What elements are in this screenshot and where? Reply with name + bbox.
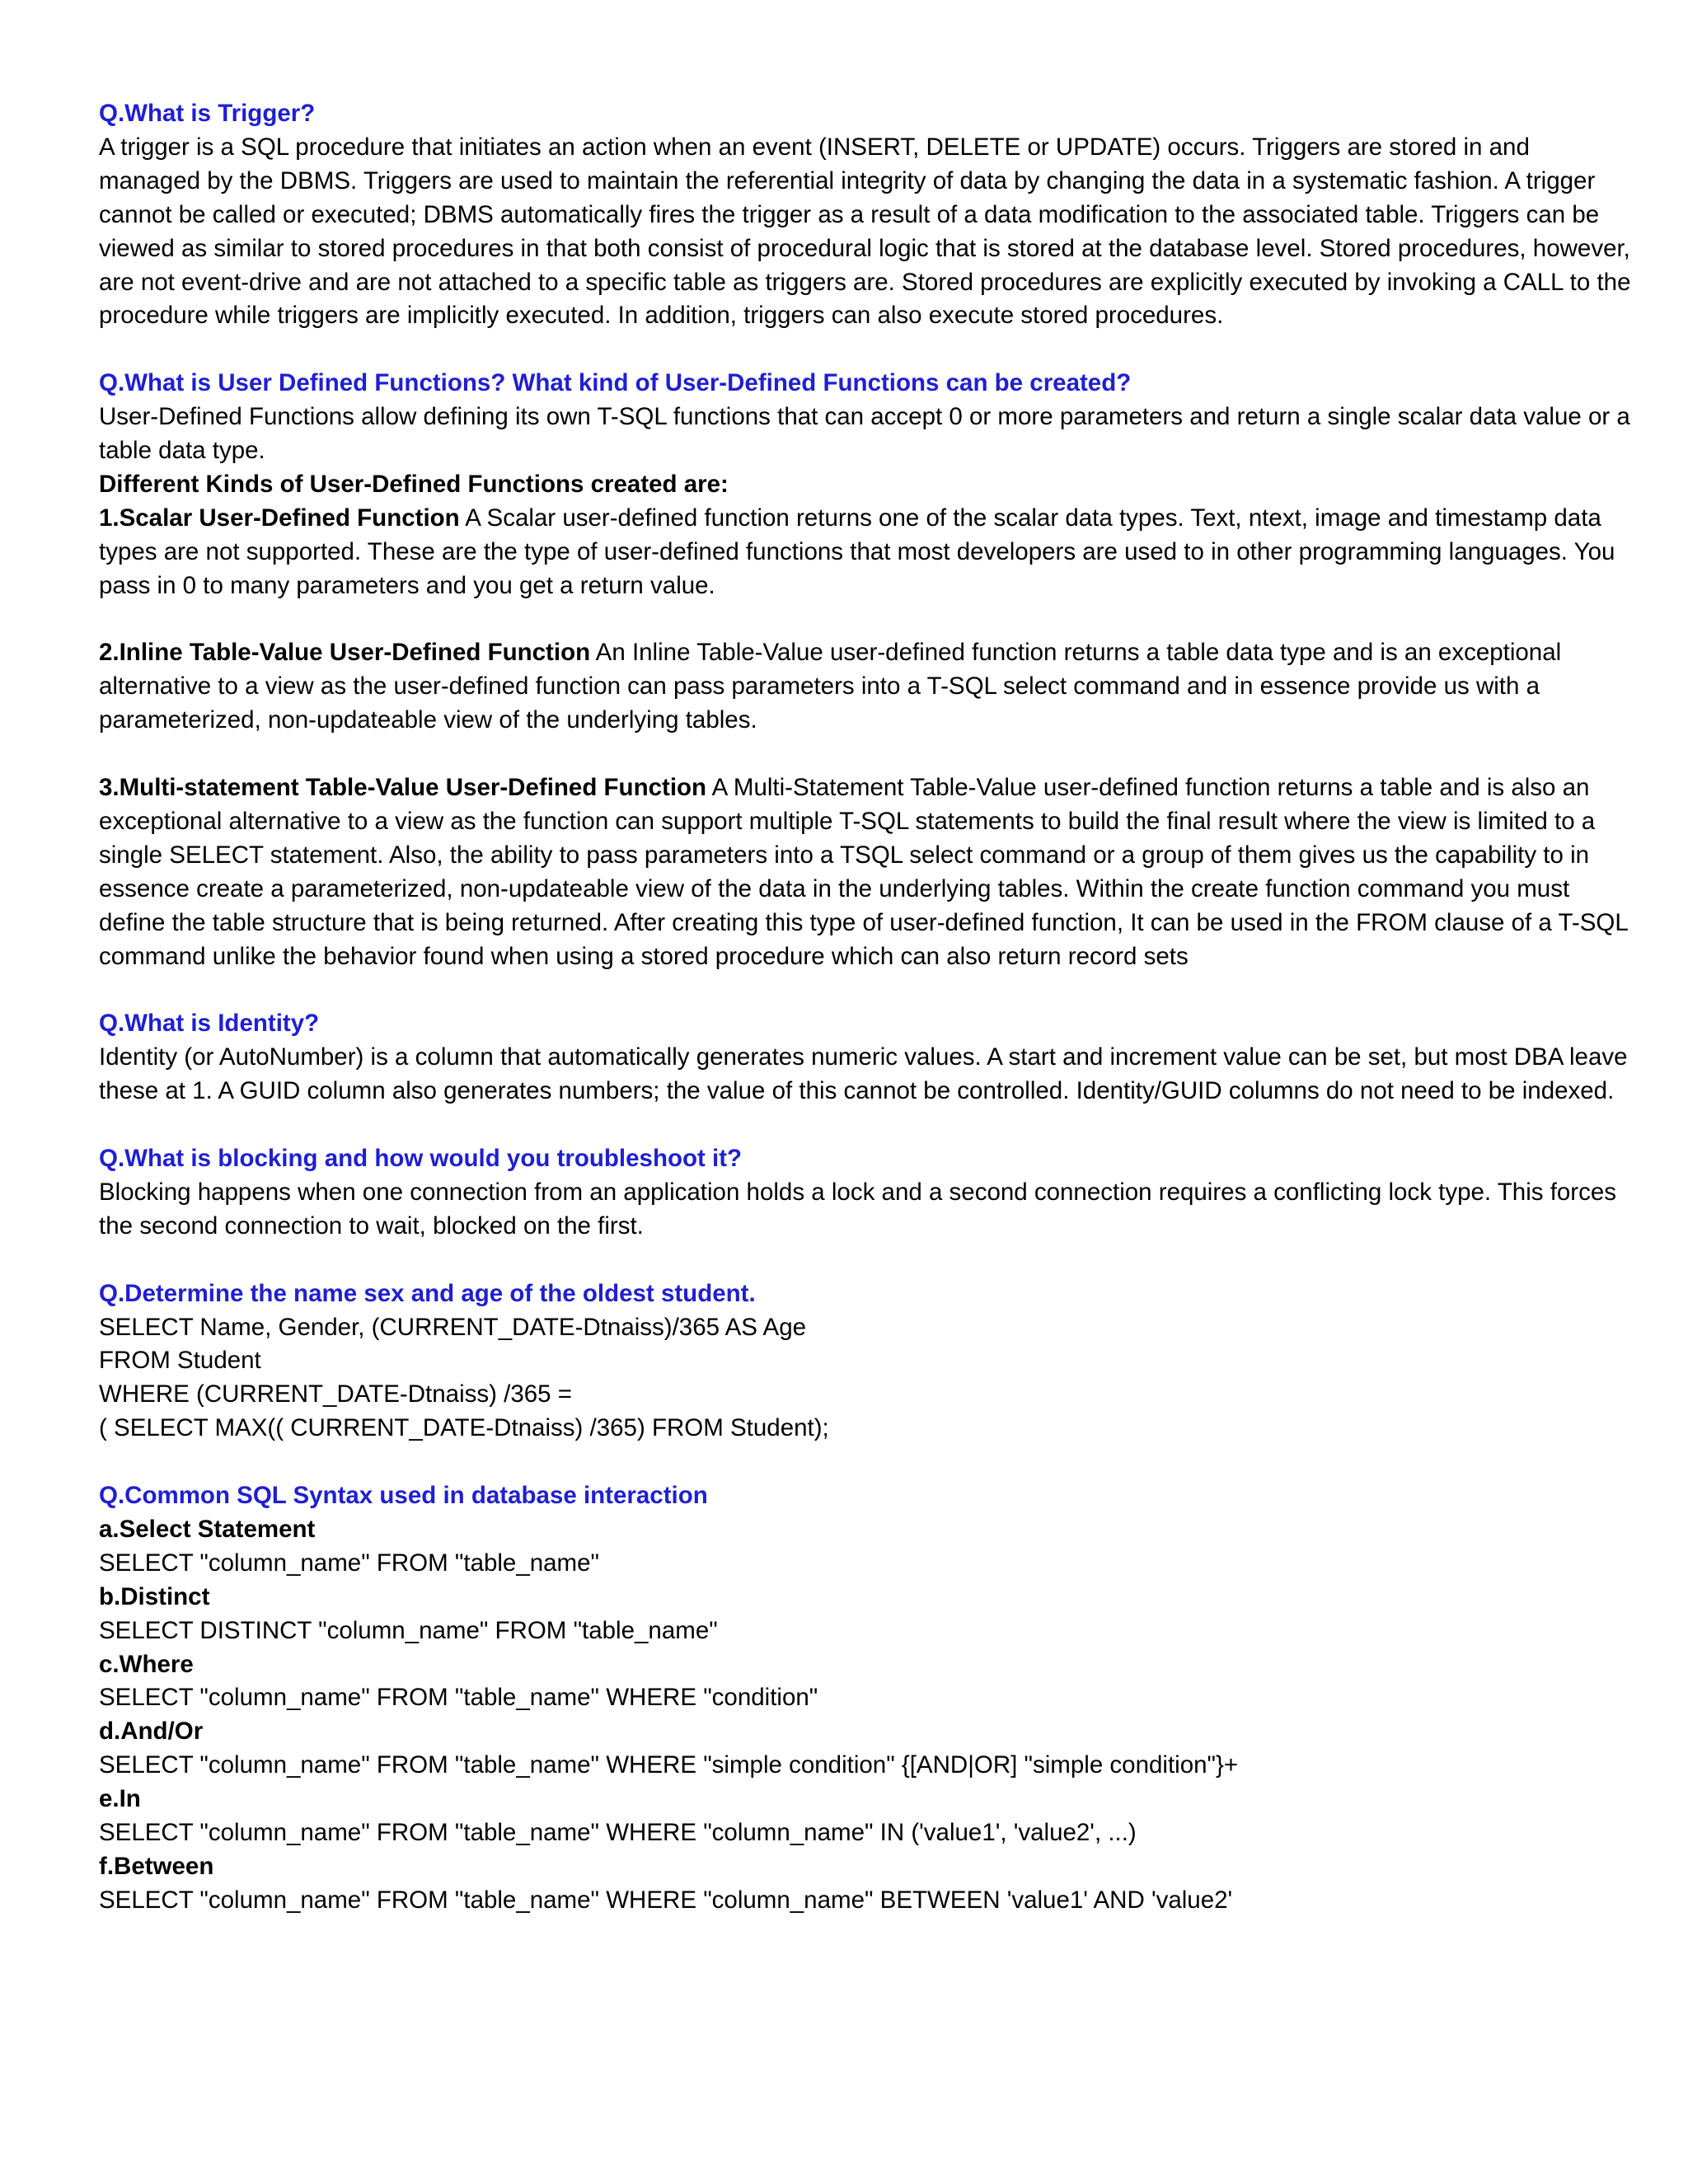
trigger-question: Q.What is Trigger? [99, 100, 316, 127]
sql-line: ( SELECT MAX(( CURRENT_DATE-Dtnaiss) /365) FROM Student); [99, 1414, 829, 1442]
spacer [99, 738, 1632, 771]
spacer [99, 974, 1632, 1008]
syntax-label: a.Select Statement [99, 1515, 316, 1543]
syntax-code: SELECT DISTINCT "column_name" FROM "table_name" [99, 1616, 718, 1644]
udf-kind-text: A Multi-Statement Table-Value user-defined function returns a table and is also an exceptional alternative to a view as the function can support multiple T-SQL statements to build the final result where the view is limited to a single SELECT statement. Also, the ability to pass parameters into a TSQL select command or a group of them gives us the capability to in essence create a parameterized, non-updateable view of the data in the underlying tables. Within the create function command you must define the table structure that is being returned. After creating this type of user-defined function, It can be used in the FROM clause of a T-SQL command unlike the behavior found when using a stored procedure which can also return record sets [99, 774, 1628, 970]
sql-line: WHERE (CURRENT_DATE-Dtnaiss) /365 = [99, 1380, 572, 1408]
syntax-code: SELECT "column_name" FROM "table_name" WHERE "simple condition" {[AND|OR] "simple condition"}+ [99, 1751, 1239, 1779]
udf-question: Q.What is User Defined Functions? What kind of User-Defined Functions can be created? [99, 369, 1132, 397]
udf-kind-title: 1.Scalar User-Defined Function [99, 504, 460, 532]
syntax-label: f.Between [99, 1853, 214, 1881]
udf-kind-scalar [99, 502, 1632, 603]
spacer [99, 603, 1632, 637]
sql-syntax-question: Q.Common SQL Syntax used in database interaction [99, 1482, 708, 1510]
syntax-label: c.Where [99, 1650, 194, 1678]
udf-kinds-heading: Different Kinds of User-Defined Functions created are: [99, 470, 729, 498]
syntax-label: b.Distinct [99, 1582, 210, 1610]
oldest-student-question: Q.Determine the name sex and age of the oldest student. [99, 1279, 756, 1307]
syntax-code: SELECT "column_name" FROM "table_name" WHERE "column_name" IN ('value1', 'value2', ...) [99, 1819, 1137, 1847]
spacer [99, 1108, 1632, 1142]
syntax-label: e.In [99, 1785, 141, 1813]
sql-line: SELECT Name, Gender, (CURRENT_DATE-Dtnaiss)/365 AS Age [99, 1313, 807, 1341]
udf-kind-title: 3.Multi-statement Table-Value User-Defined Function [99, 774, 707, 802]
syntax-label: d.And/Or [99, 1718, 204, 1746]
udf-kind-multistatement [99, 771, 1632, 973]
syntax-code: SELECT "column_name" FROM "table_name" [99, 1549, 600, 1577]
spacer [99, 1244, 1632, 1277]
udf-kind-text: An Inline Table-Value user-defined function returns a table data type and is an exceptional alternative to a view as the user-defined function can pass parameters into a T-SQL select command and in essence provide us with a parameterized, non-updateable view of the underlying tables. [99, 639, 1562, 734]
syntax-code: SELECT "column_name" FROM "table_name" WHERE "column_name" BETWEEN 'value1' AND 'value2' [99, 1886, 1233, 1914]
spacer [99, 333, 1632, 367]
blocking-answer: Blocking happens when one connection from an application holds a lock and a second connection requires a conflicting lock type. This forces the second connection to wait, blocked on the first. [99, 1178, 1617, 1240]
trigger-answer: A trigger is a SQL procedure that initiates an action when an event (INSERT, DELETE or UPDATE) occurs. Triggers are stored in and managed by the DBMS. Triggers are used to maintain the referential integrity of data by changing the data in a systematic fashion. A trigger cannot be called or executed; DBMS automatically fires the trigger as a result of a data modification to the associated table. Triggers can be viewed as similar to stored procedures in that both consist of procedural logic that is stored at the database level. Stored procedures, however, are not event-drive and are not attached to a specific table as triggers are. Stored procedures are explicitly executed by invoking a CALL to the procedure while triggers are implicitly executed. In addition, triggers can also execute stored procedures. [99, 133, 1631, 330]
udf-kind-text: A Scalar user-defined function returns one of the scalar data types. Text, ntext, image and timestamp data types are not supported. These are the type of user-defined functions that most developers are used to in other programming languages. You pass in 0 to many parameters and you get a return value. [99, 504, 1615, 599]
spacer [99, 1446, 1632, 1479]
udf-kind-inline [99, 636, 1632, 738]
identity-question: Q.What is Identity? [99, 1010, 320, 1038]
identity-answer: Identity (or AutoNumber) is a column that automatically generates numeric values. A start and increment value can be set, but most DBA leave these at 1. A GUID column also generates numbers; the value of this cannot be controlled. Identity/GUID columns do not need to be indexed. [99, 1043, 1628, 1105]
udf-kind-title: 2.Inline Table-Value User-Defined Function [99, 639, 591, 667]
blocking-question: Q.What is blocking and how would you troubleshoot it? [99, 1145, 743, 1173]
sql-line: FROM Student [99, 1347, 261, 1375]
udf-intro: User-Defined Functions allow defining its own T-SQL functions that can accept 0 or more parameters and return a single scalar data value or a table data type. [99, 403, 1630, 465]
syntax-code: SELECT "column_name" FROM "table_name" WHERE "condition" [99, 1684, 818, 1712]
